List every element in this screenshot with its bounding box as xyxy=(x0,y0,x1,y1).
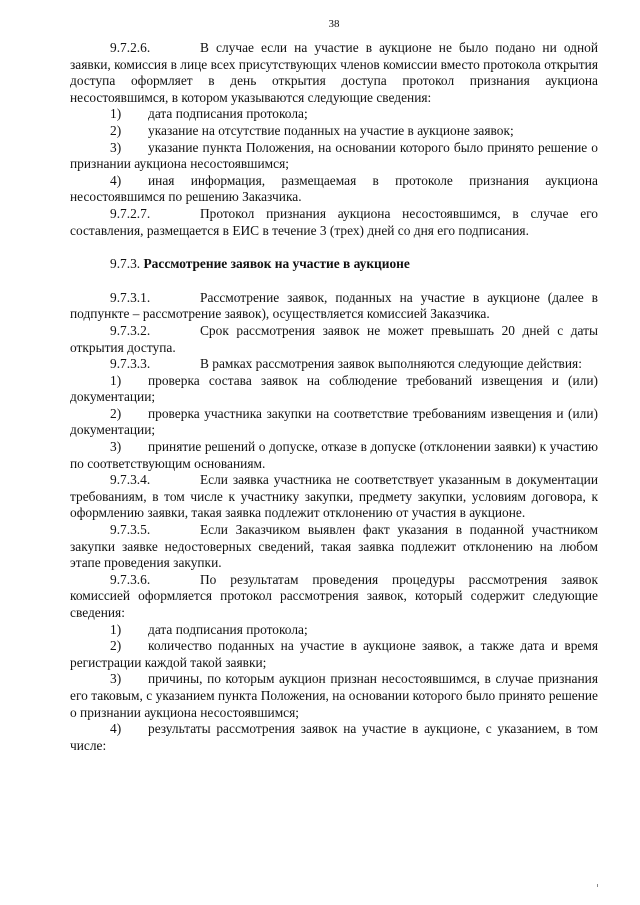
clause-text: Протокол признания аукциона несостоявшимся, в случае его составления, размещается в ЕИС в течение 3 (трех) дней со дня его подписания. xyxy=(70,205,598,238)
clause-number: 9.7.2.7. xyxy=(110,205,151,221)
scan-speck xyxy=(597,884,598,887)
list-item-number: 3) xyxy=(110,439,122,455)
section-heading-title: Рассмотрение заявок на участие в аукционе xyxy=(143,256,410,272)
list-item-number: 1) xyxy=(110,106,122,122)
section-heading-number: 9.7.3. xyxy=(110,256,141,272)
clause-number: 9.7.2.6. xyxy=(110,40,151,55)
list-item-number: 2) xyxy=(110,122,122,138)
list-item xyxy=(70,721,598,754)
list-item-text: результаты рассмотрения заявок на участие в аукционе, с указанием, в том числе: xyxy=(70,721,598,753)
list-item-text: дата подписания протокола; xyxy=(148,621,308,637)
list-item-number: 3) xyxy=(110,671,122,687)
clause-text: Если заявка участника не соответствует указанным в документации требованиям, в том числе к участнику закупки, предмету закупки, условиям договора, к оформлению заявки, такая заявка подлежит отклонению от участия в аукционе. xyxy=(70,472,598,521)
clause-number: 9.7.3.2. xyxy=(110,322,151,338)
section-9-7-3 xyxy=(70,290,598,755)
clause-paragraph xyxy=(70,472,598,522)
list-item xyxy=(70,106,598,123)
list-item xyxy=(70,373,598,406)
clause-text: По результатам проведения процедуры рассмотрения заявок комиссией оформляется протокол рассмотрения заявок, который содержит следующие сведения: xyxy=(70,571,598,620)
page-number: 38 xyxy=(328,18,340,30)
list-item-text: дата подписания протокола; xyxy=(148,106,308,122)
list-item-number: 2) xyxy=(110,405,122,421)
section-9-7-2-continued xyxy=(70,40,598,239)
list-item-number: 3) xyxy=(110,139,122,155)
clause-paragraph xyxy=(70,323,598,356)
list-item xyxy=(70,173,598,206)
list-item-number: 1) xyxy=(110,621,122,637)
clause-paragraph xyxy=(70,290,598,323)
list-item-number: 4) xyxy=(110,172,122,188)
list-item-text: количество поданных на участие в аукционе заявок, а также дата и время регистрации каждой такой заявки; xyxy=(70,638,598,670)
list-item-text: указание пункта Положения, на основании которого было принято решение о признании аукциона несостоявшимся; xyxy=(70,139,598,172)
clause-paragraph xyxy=(70,522,598,572)
list-item-text: иная информация, размещаемая в протоколе признания аукциона несостоявшимся по решению Заказчика. xyxy=(70,172,598,205)
document-page xyxy=(70,18,598,754)
clause-paragraph xyxy=(70,40,598,106)
list-item-text: причины, по которым аукцион признан несостоявшимся, в случае признания его таковым, с указанием пункта Положения, на основании которого было принято решение о признании аукциона несостоявшимся; xyxy=(70,671,598,720)
list-item-number: 4) xyxy=(110,721,122,737)
clause-number: 9.7.3.3. xyxy=(110,356,151,372)
clause-text: Если Заказчиком выявлен факт указания в поданной участником закупки заявке недостоверных сведений, такая заявка подлежит отклонению на любом этапе проведения закупки. xyxy=(70,522,598,571)
list-item-text: проверка участника закупки на соответствие требованиям извещения и (или) документации; xyxy=(70,405,598,438)
list-item xyxy=(70,406,598,439)
clause-number: 9.7.3.4. xyxy=(110,472,151,488)
clause-text: В рамках рассмотрения заявок выполняются следующие действия: xyxy=(200,356,582,372)
list-item-number: 1) xyxy=(110,372,122,388)
list-item xyxy=(70,622,598,639)
clause-number: 9.7.3.1. xyxy=(110,289,151,305)
clause-text: В случае если на участие в аукционе не было подано ни одной заявки, комиссия в лице всех присутствующих членов комиссии вместо протокола открытия доступа оформляет в день открытия доступа протокол признания аукциона несостоявшимся, в котором указываются следующие сведения: xyxy=(70,40,598,105)
list-item-text: принятие решений о допуске, отказе в допуске (отклонении заявки) к участию по соответствующим основаниям. xyxy=(70,439,598,471)
clause-paragraph xyxy=(70,356,598,373)
list-item-text: проверка состава заявок на соблюдение требований извещения и (или) документации; xyxy=(70,372,598,405)
clause-text: Срок рассмотрения заявок не может превышать 20 дней с даты открытия доступа. xyxy=(70,322,598,355)
clause-number: 9.7.3.5. xyxy=(110,522,151,538)
list-item xyxy=(70,140,598,173)
list-item xyxy=(70,439,598,472)
clause-paragraph xyxy=(70,572,598,622)
list-item-number: 2) xyxy=(110,638,122,654)
clause-number: 9.7.3.6. xyxy=(110,571,151,587)
clause-text: Рассмотрение заявок, поданных на участие в аукционе (далее в подпункте – рассмотрение заявок), осуществляется комиссией Заказчика. xyxy=(70,289,598,322)
list-item xyxy=(70,123,598,140)
clause-paragraph xyxy=(70,206,598,239)
list-item-text: указание на отсутствие поданных на участие в аукционе заявок; xyxy=(148,122,514,138)
list-item xyxy=(70,671,598,721)
list-item xyxy=(70,638,598,671)
section-heading xyxy=(70,256,598,273)
